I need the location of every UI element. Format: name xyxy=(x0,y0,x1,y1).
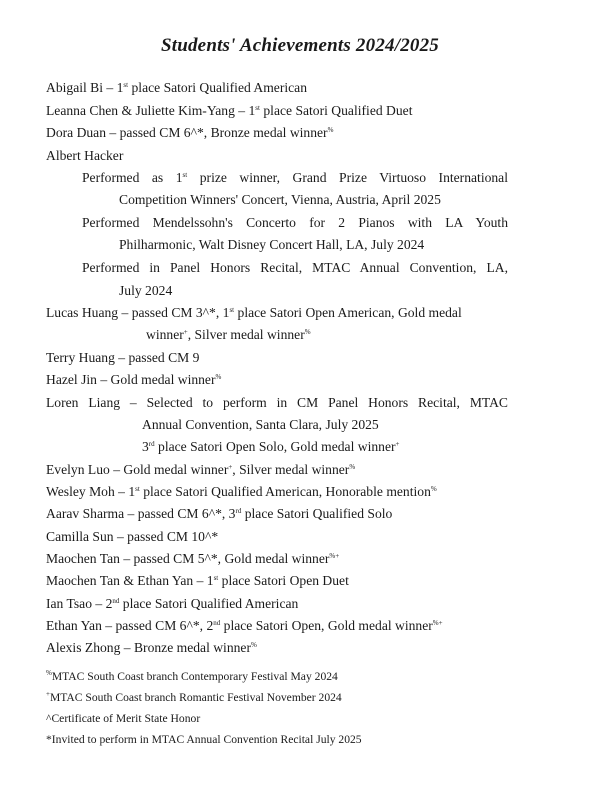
entry-line xyxy=(46,640,257,656)
entry-sup: % xyxy=(349,463,356,471)
footnote xyxy=(46,669,338,685)
footnote xyxy=(46,690,342,706)
entry-line xyxy=(46,148,123,164)
entry-line xyxy=(82,260,508,276)
entry-text: Leanna Chen & Juliette Kim-Yang – 1 xyxy=(46,103,256,118)
entry-sup: % xyxy=(430,485,437,493)
entry-line xyxy=(142,439,399,455)
entry-sup: st xyxy=(182,171,188,179)
entry-text: place Satori Qualified Duet xyxy=(259,103,413,118)
entry-line xyxy=(46,395,508,411)
entry-line xyxy=(46,596,298,612)
entry-text: place Satori Qualified American xyxy=(128,80,308,95)
entry-text: place Satori Qualified American, Honorable mention xyxy=(139,484,431,499)
entry-text: place Satori Open Solo, Gold medal winner xyxy=(154,439,396,454)
page-title: Students' Achievements 2024/2025 xyxy=(160,35,440,56)
entry-text: Competition Winners' Concert, Vienna, Austria, April 2025 xyxy=(119,192,441,207)
entry-sup: % xyxy=(304,328,311,336)
entry-text: Maochen Tan – passed CM 5^*, Gold medal winner xyxy=(46,551,330,566)
footnote-symbol: + xyxy=(46,690,50,698)
entry-line xyxy=(46,551,339,567)
entry-text: Abigail Bi – 1 xyxy=(46,80,124,95)
entry-text: Loren Liang – Selected to perform in CM Panel Honors Recital, MTAC xyxy=(46,395,508,410)
entry-sup: nd xyxy=(112,597,120,605)
entry-text: Wesley Moh – 1 xyxy=(46,484,136,499)
entry-sup: rd xyxy=(235,507,242,515)
entry-line xyxy=(46,506,392,522)
entry-text: Performed in Panel Honors Recital, MTAC Annual Convention, LA, xyxy=(82,260,508,275)
footnote xyxy=(46,711,200,727)
entry-text: Alexis Zhong – Bronze medal winner xyxy=(46,640,251,655)
entry-line xyxy=(82,215,508,231)
entry-text: Lucas Huang – passed CM 3^*, 1 xyxy=(46,305,230,320)
entry-text: Aarav Sharma – passed CM 6^*, 3 xyxy=(46,506,236,521)
entry-text: Dora Duan – passed CM 6^*, Bronze medal winner xyxy=(46,125,328,140)
entry-text: Annual Convention, Santa Clara, July 2025 xyxy=(142,417,379,432)
entry-sup: st xyxy=(213,574,219,582)
entry-sup: st xyxy=(229,306,235,314)
entry-text: Performed as 1 xyxy=(82,170,183,185)
entry-text: Evelyn Luo – Gold medal winner xyxy=(46,462,229,477)
entry-sup: % xyxy=(327,126,334,134)
entry-text: , Silver medal winner xyxy=(187,327,305,342)
entry-text: Albert Hacker xyxy=(46,148,124,163)
entry-line xyxy=(46,350,199,366)
entry-line xyxy=(46,305,462,321)
entry-line xyxy=(46,529,218,545)
entry-text: Terry Huang – passed CM 9 xyxy=(46,350,200,365)
footnote xyxy=(46,732,362,748)
entry-line xyxy=(119,237,424,253)
entry-text: place Satori Open, Gold medal winner xyxy=(220,618,433,633)
entry-line xyxy=(82,170,508,186)
entry-text: Ethan Yan – passed CM 6^*, 2 xyxy=(46,618,214,633)
entry-line xyxy=(46,80,307,96)
entry-text: Camilla Sun – passed CM 10^* xyxy=(46,529,219,544)
entry-text: place Satori Open American, Gold medal xyxy=(234,305,462,320)
entry-line xyxy=(46,573,349,589)
entry-line xyxy=(46,462,355,478)
entry-text: prize winner, Grand Prize Virtuoso International xyxy=(187,170,508,185)
entry-text: July 2024 xyxy=(119,283,173,298)
entry-line xyxy=(119,192,441,208)
entry-sup: % xyxy=(251,641,257,649)
entry-text: place Satori Qualified Solo xyxy=(241,506,393,521)
entry-sup: % xyxy=(215,373,222,381)
entry-line xyxy=(46,103,412,119)
entry-text: Hazel Jin – Gold medal winner xyxy=(46,372,216,387)
entry-text: Ian Tsao – 2 xyxy=(46,596,113,611)
entry-line xyxy=(119,283,172,299)
entry-line xyxy=(46,618,443,634)
entry-text: place Satori Open Duet xyxy=(218,573,349,588)
entry-text: 3 xyxy=(142,439,149,454)
footnote-text: MTAC South Coast branch Contemporary Festival May 2024 xyxy=(51,670,338,683)
footnote-text: ^Certificate of Merit State Honor xyxy=(46,712,201,725)
entry-text: place Satori Qualified American xyxy=(119,596,299,611)
entry-line xyxy=(46,372,221,388)
entry-line xyxy=(142,417,379,433)
entry-line xyxy=(46,484,437,500)
entry-text: Performed Mendelssohn's Concerto for 2 Pianos with LA Youth xyxy=(82,215,508,230)
entry-text: winner xyxy=(146,327,184,342)
entry-text: Maochen Tan & Ethan Yan – 1 xyxy=(46,573,214,588)
footnote-symbol: % xyxy=(46,669,52,677)
entry-sup: + xyxy=(228,463,233,471)
footnote-text: MTAC South Coast branch Romantic Festival November 2024 xyxy=(49,691,342,704)
entry-line xyxy=(146,327,311,343)
entry-sup: %+ xyxy=(432,619,443,627)
footnote-text: *Invited to perform in MTAC Annual Convention Recital July 2025 xyxy=(46,733,362,746)
entry-sup: rd xyxy=(148,440,155,448)
entry-text: Philharmonic, Walt Disney Concert Hall, LA, July 2024 xyxy=(119,237,425,252)
entry-sup: + xyxy=(183,328,188,336)
entry-sup: + xyxy=(395,440,400,448)
entry-line xyxy=(46,125,333,141)
entry-text: , Silver medal winner xyxy=(232,462,350,477)
entry-sup: st xyxy=(135,485,140,493)
entry-sup: nd xyxy=(213,619,221,627)
entry-sup: st xyxy=(123,81,129,89)
entry-sup: %+ xyxy=(329,552,340,560)
entry-sup: st xyxy=(255,104,260,112)
